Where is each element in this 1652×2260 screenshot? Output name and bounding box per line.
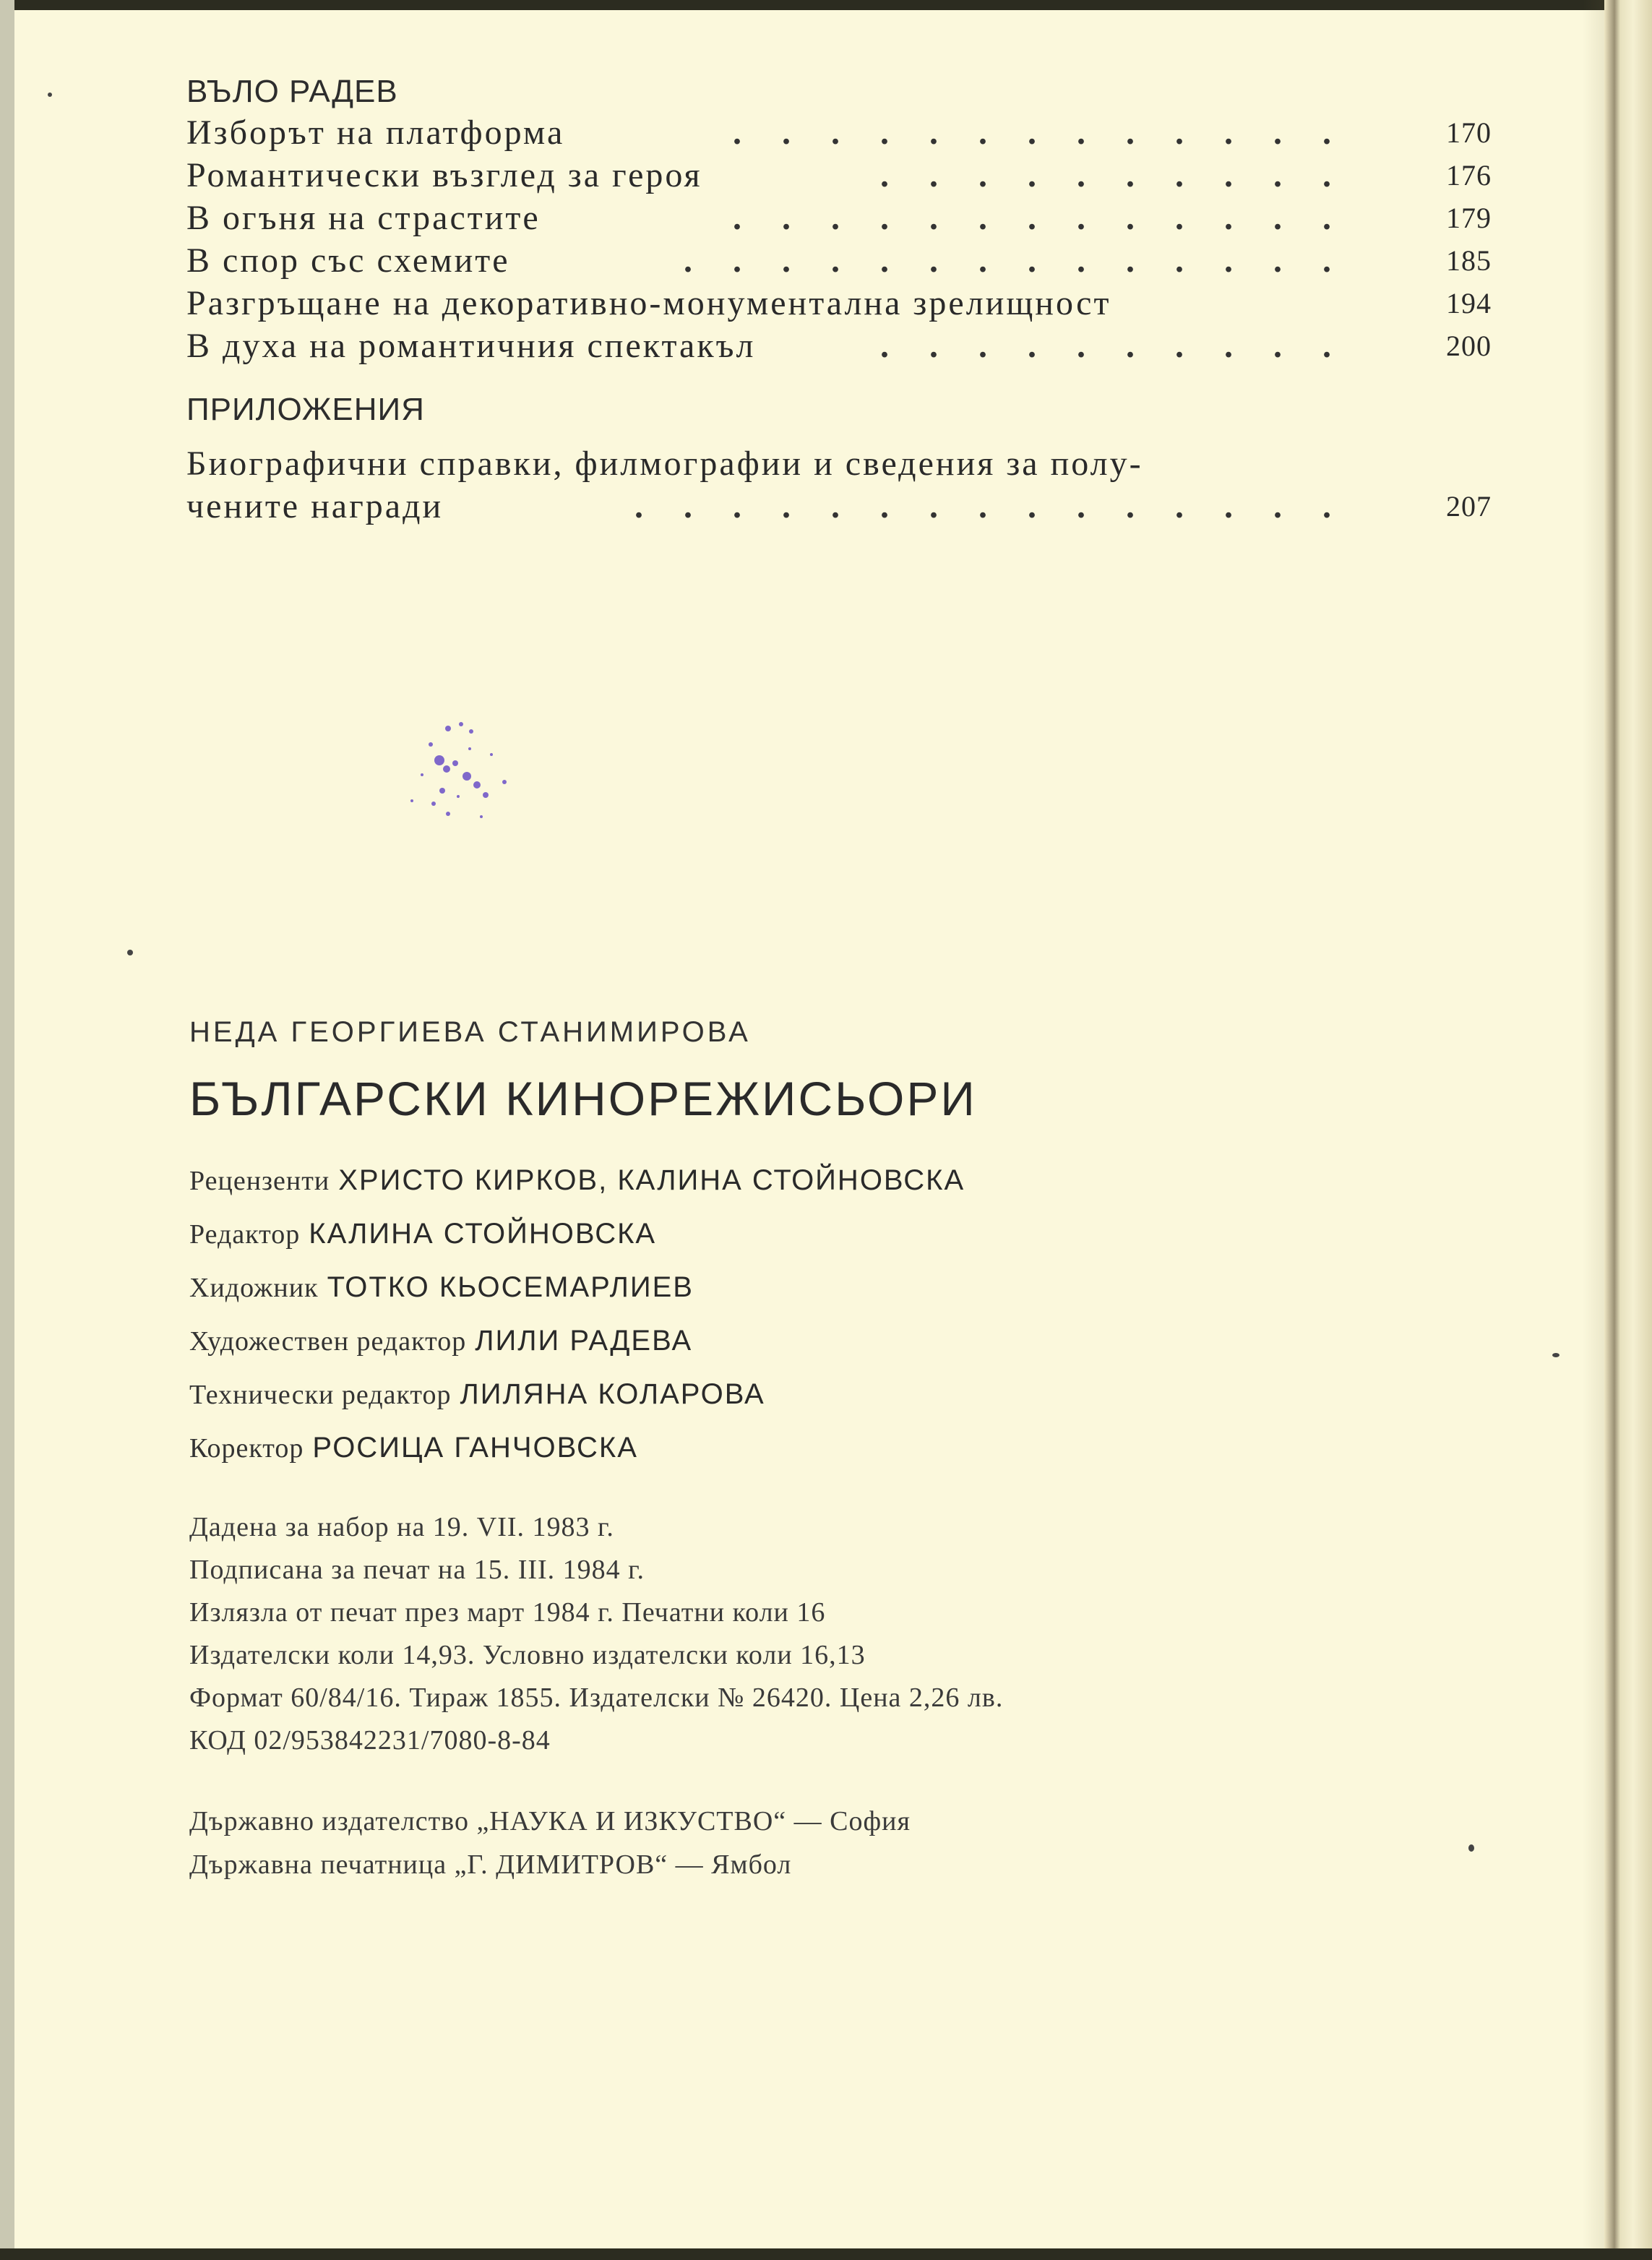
credit-name: КАЛИНА СТОЙНОВСКА xyxy=(309,1218,657,1250)
toc-section-heading: ВЪЛО РАДЕВ xyxy=(186,74,398,109)
publisher-block xyxy=(189,1800,1418,1886)
publication-detail-line: Формат 60/84/16. Тираж 1855. Издателски № 26420. Цена 2,26 лв. xyxy=(189,1683,1004,1713)
toc-entry xyxy=(186,197,1492,239)
credit-row xyxy=(189,1314,1418,1367)
toc-entry-title: Романтически възглед за героя xyxy=(186,156,702,194)
dust-speck xyxy=(48,93,52,97)
credits-list xyxy=(189,1153,1418,1474)
credit-row xyxy=(189,1421,1418,1474)
toc-leader-dots: . . . . . . . . . . . . . . . xyxy=(634,487,1347,525)
credit-row xyxy=(189,1367,1418,1421)
toc-entry xyxy=(186,111,1492,154)
toc-entry-title: Изборът на платформа xyxy=(186,113,565,152)
credit-role: Редактор xyxy=(189,1219,301,1250)
credit-row xyxy=(189,1260,1418,1314)
toc-entry xyxy=(186,239,1492,282)
credit-role: Хидожник xyxy=(189,1273,319,1303)
toc-page-number: 179 xyxy=(1446,202,1492,234)
toc-page-number: 176 xyxy=(1446,159,1492,192)
toc-leader-dots: . . . . . . . . . . . . . xyxy=(733,113,1347,152)
toc-entry-title: В спор със схемите xyxy=(186,241,510,280)
credit-role: Технически редактор xyxy=(189,1380,452,1410)
credit-row xyxy=(189,1153,1418,1207)
publisher-line: Държавно издателство „НАУКА И ИЗКУСТВО“ — София xyxy=(189,1806,911,1836)
toc-leader-dots: . . . . . . . . . . xyxy=(880,156,1347,194)
toc-entry xyxy=(186,154,1492,197)
credit-role: Художествен редактор xyxy=(189,1326,467,1357)
credit-row xyxy=(189,1207,1418,1260)
toc-page-number: 185 xyxy=(1446,244,1492,277)
publication-details xyxy=(189,1506,1418,1762)
credit-role: Коректор xyxy=(189,1433,304,1464)
appendix-entry-line-1: Биографични справки, филмографии и сведения за полу- xyxy=(186,444,1143,483)
appendix-heading: ПРИЛОЖЕНИЯ xyxy=(186,392,425,427)
toc-entry xyxy=(186,325,1492,367)
credit-name: РОСИЦА ГАНЧОВСКА xyxy=(312,1432,638,1464)
toc-entry-title: Разгръщане на декоративно-монументална зрелищност xyxy=(186,284,1111,322)
scan-edge-right xyxy=(1604,0,1652,2260)
credit-name: ХРИСТО КИРКОВ, КАЛИНА СТОЙНОВСКА xyxy=(338,1164,965,1196)
toc-entry-title: В духа на романтичния спектакъл xyxy=(186,327,756,365)
toc-entry xyxy=(186,485,1492,528)
appendix-entry-line-2: чените награди xyxy=(186,487,444,525)
scan-edge-left xyxy=(0,0,14,2260)
table-of-contents xyxy=(186,72,1492,528)
dust-speck xyxy=(127,950,133,955)
publication-detail-line: Издателски коли 14,93. Условно издателски коли 16,13 xyxy=(189,1640,866,1670)
toc-page-number: 194 xyxy=(1446,287,1492,319)
publication-detail-line: КОД 02/953842231/7080-8-84 xyxy=(189,1725,551,1756)
toc-entry xyxy=(186,282,1492,325)
credit-name: ТОТКО КЬОСЕМАРЛИЕВ xyxy=(327,1271,694,1303)
publication-detail-line: Подписана за печат на 15. III. 1984 г. xyxy=(189,1555,645,1585)
book-author: НЕДА ГЕОРГИЕВА СТАНИМИРОВА xyxy=(189,1016,751,1048)
toc-page-number: 170 xyxy=(1446,116,1492,149)
publication-detail-line: Излязла от печат през март 1984 г. Печатни коли 16 xyxy=(189,1597,826,1628)
scan-edge-top xyxy=(0,0,1652,10)
credit-role: Рецензенти xyxy=(189,1166,330,1196)
toc-leader-dots: . . . . . . . . . . xyxy=(880,327,1347,365)
toc-leader-dots: . . . . . . . . . . . . . xyxy=(733,199,1347,237)
book-title: БЪЛГАРСКИ КИНОРЕЖИСЬОРИ xyxy=(189,1072,977,1125)
toc-entry-title: В огъня на страстите xyxy=(186,199,541,237)
credit-name: ЛИЛИ РАДЕВА xyxy=(475,1325,693,1357)
scan-edge-bottom xyxy=(0,2248,1652,2260)
page-gutter-shadow xyxy=(1583,0,1604,2260)
toc-leader-dots: . . . . . . . . . . . . . . xyxy=(684,241,1347,280)
credit-name: ЛИЛЯНА КОЛАРОВА xyxy=(460,1378,765,1410)
publication-detail-line: Дадена за набор на 19. VII. 1983 г. xyxy=(189,1512,614,1542)
imprint-block xyxy=(189,1012,1418,1886)
printer-line: Държавна печатница „Г. ДИМИТРОВ“ — Ямбол xyxy=(189,1849,792,1880)
dust-speck xyxy=(1552,1353,1559,1357)
toc-page-number: 200 xyxy=(1446,330,1492,362)
toc-page-number: 207 xyxy=(1446,490,1492,523)
dust-speck xyxy=(1468,1844,1474,1852)
ink-stamp-mark xyxy=(361,716,528,838)
